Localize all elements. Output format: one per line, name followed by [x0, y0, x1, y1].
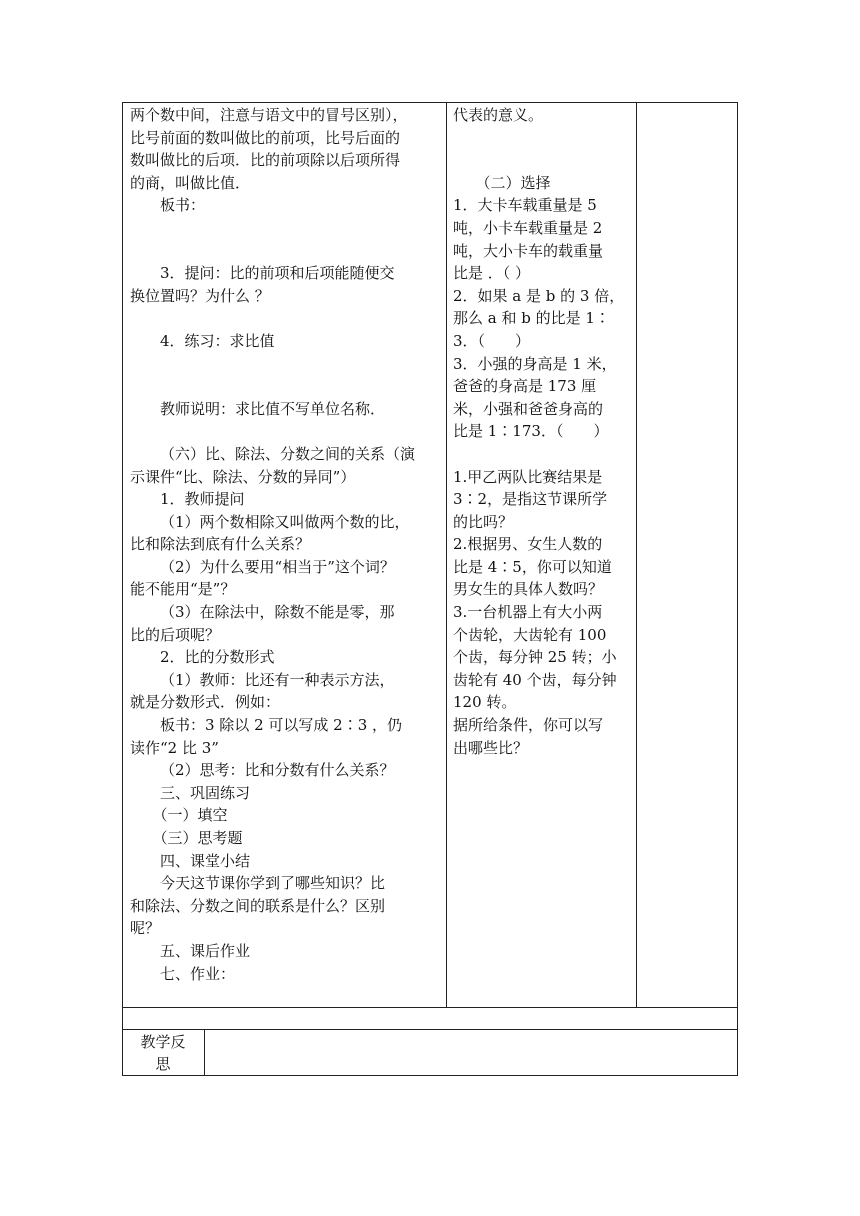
- text-line: 1．大卡车载重量是 5: [453, 196, 597, 215]
- text-line: 比号前面的数叫做比的前项，比号后面的: [130, 128, 401, 147]
- text-line: 个齿轮，大齿轮有 100: [453, 625, 607, 644]
- text-line: 四、课堂小结: [160, 851, 251, 870]
- text-line: （3）在除法中，除数不能是零，那: [160, 603, 395, 622]
- text-line: 米，小强和爸爸身高的: [453, 399, 604, 418]
- text-line: 比是 1∶173．（ ）: [453, 422, 609, 441]
- text-line: 代表的意义。: [453, 106, 544, 124]
- text-line: 吨，小卡车载重量是 2: [453, 218, 603, 237]
- text-line: 3.一台机器上有大小两: [453, 603, 603, 622]
- text-line: [130, 240, 442, 263]
- text-line: （六）比、除法、分数之间的关系（演: [160, 444, 416, 463]
- text-line: 个齿，每分钟 25 转；小: [453, 648, 617, 667]
- reflection-divider: [204, 1029, 205, 1076]
- text-line: [453, 443, 633, 466]
- text-line: [130, 353, 442, 376]
- text-line: 齿轮有 40 个齿，每分钟: [453, 670, 617, 689]
- text-line: 呢？: [130, 919, 161, 938]
- text-line: 就是分数形式．例如：: [130, 693, 281, 712]
- text-line: [130, 307, 442, 330]
- text-line: [453, 149, 633, 172]
- text-line: 据所给条件，你可以写: [453, 716, 604, 735]
- text-line: （一）填空: [152, 806, 228, 825]
- text-line: 三、巩固练习: [160, 783, 251, 802]
- text-line: 和除法、分数之间的联系是什么？区别: [130, 896, 386, 915]
- reflection-label: [123, 1031, 203, 1075]
- text-line: 男女生的具体人数吗？: [453, 580, 604, 599]
- text-line: 1.甲乙两队比赛结果是: [453, 467, 603, 486]
- row-divider-reflection: [122, 1029, 738, 1030]
- text-line: 那么 a 和 b 的比是 1∶: [453, 309, 610, 328]
- row-divider-bottom: [122, 1007, 738, 1008]
- text-line: 板书：: [160, 196, 206, 215]
- text-line: （二）选择: [475, 173, 551, 192]
- text-line: （三）思考题: [152, 829, 243, 847]
- text-line: 3．小强的身高是 1 米，: [453, 354, 617, 373]
- text-line: 比的后项呢？: [130, 625, 221, 644]
- text-line: [130, 375, 442, 398]
- text-line: 板书：3 除以 2 可以写成 2∶3 ，仍: [160, 716, 403, 735]
- text-line: 教师说明：求比值不写单位名称．: [160, 399, 386, 418]
- text-line: 2．如果 a 是 b 的 3 倍，: [453, 286, 625, 305]
- reflection-label-line1: 教学反: [140, 1033, 186, 1051]
- text-line: （1）教师：比还有一种表示方法，: [160, 670, 395, 689]
- text-line: （2）为什么要用“相当于”这个词？: [160, 557, 395, 576]
- text-line: 4．练习：求比值: [160, 331, 275, 350]
- text-line: 3．（ ）: [453, 331, 531, 350]
- text-line: 2．比的分数形式: [160, 648, 275, 667]
- teaching-process-column: [130, 104, 442, 985]
- text-line: 换位置吗？为什么 ？: [130, 286, 270, 305]
- text-line: （2）思考：比和分数有什么关系？: [160, 761, 395, 780]
- student-activity-column: [453, 104, 633, 759]
- text-line: 2.根据男、女生人数的: [453, 535, 603, 554]
- text-line: [453, 127, 633, 150]
- text-line: 数叫做比的后项．比的前项除以后项所得: [130, 151, 401, 170]
- text-line: 出哪些比？: [453, 738, 529, 757]
- text-line: 七、作业：: [160, 964, 236, 983]
- text-line: 3∶2，是指这节课所学: [453, 490, 608, 509]
- column-divider-2: [636, 102, 637, 1007]
- text-line: 比是 4∶5，你可以知道: [453, 557, 612, 576]
- text-line: 1．教师提问: [160, 490, 245, 509]
- text-line: [130, 217, 442, 240]
- text-line: 能不能用“是”？: [130, 580, 236, 599]
- text-line: 吨，大小卡车的载重量: [453, 241, 604, 260]
- text-line: 比和除法到底有什么关系？: [130, 535, 311, 554]
- text-line: 示课件“比、除法、分数的异同”）: [130, 467, 356, 486]
- text-line: 比是 ．（ ）: [453, 264, 531, 283]
- text-line: 的商，叫做比值．: [130, 173, 251, 192]
- text-line: 120 转。: [453, 693, 517, 712]
- text-line: 的比吗？: [453, 512, 514, 531]
- text-line: 今天这节课你学到了哪些知识？比: [160, 874, 386, 893]
- column-divider-1: [446, 102, 447, 1007]
- text-line: [130, 420, 442, 443]
- text-line: （1）两个数相除又叫做两个数的比，: [160, 512, 410, 531]
- text-line: 读作“2 比 3”: [130, 738, 219, 757]
- text-line: 两个数中间，注意与语文中的冒号区别），: [130, 106, 408, 124]
- text-line: 爸爸的身高是 173 厘: [453, 377, 597, 396]
- reflection-label-line2: 思: [155, 1055, 171, 1073]
- text-line: 五、课后作业: [160, 941, 251, 960]
- text-line: 3．提问：比的前项和后项能随便交: [160, 264, 395, 283]
